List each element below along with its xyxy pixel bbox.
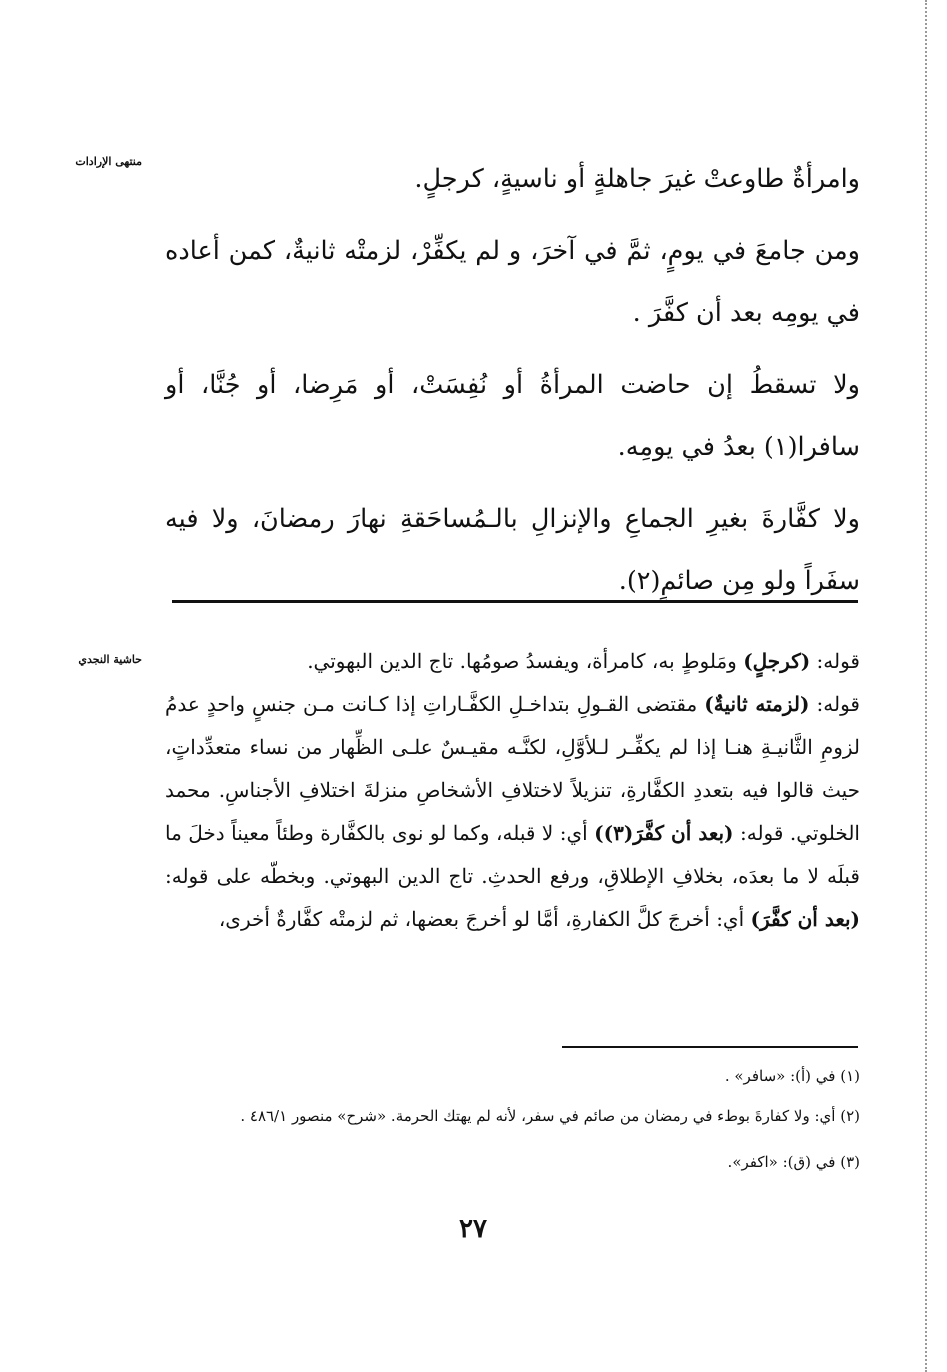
commentary-1-body: ومَلوطٍ به، كامرأة، ويفسدُ صومُها. تاج الدين البهوتي. [307,649,744,673]
page-number: ٢٧ [459,1214,487,1244]
main-paragraph-3: ولا تسقطُ إن حاضت المرأةُ أو نُفِسَتْ، أو مَرِضا، أو جُنَّا، أو سافرا(١) بعدُ في يومِه. [165,370,860,462]
commentary-2-body-3: أي: أخرجَ كلَّ الكفارةِ، أمَّا لو أخرجَ بعضها، ثم لزمتْه كفَّارةٌ أخرى، [218,907,751,931]
commentary-paragraph-2 [165,683,860,941]
commentary-2-lead: قوله: [809,692,860,716]
main-paragraph-1: وامرأةٌ طاوعتْ غيرَ جاهلةٍ أو ناسيةٍ، كرجلٍ. [414,164,860,194]
main-paragraph-4: ولا كفَّارةَ بغيرِ الجماعِ والإنزالِ بالـمُساحَقةِ نهارَ رمضانَ، ولا فيه سفَراً ولو مِن صائمٍ(٢). [165,504,860,596]
section-divider [172,600,858,603]
footnote-divider [562,1046,858,1048]
commentary-2-body: مقتضى القـولِ بتداخـلِ الكفَّـاراتِ إذا كـانت مـن جنسٍ واحدٍ عدمُ لزومِ الثَّانيـةِ هنـا إذا لم يكفِّـر لـلأوَّلِ، لكنَّـه مقيـسٌ علـى الظِّهار من نساء متعدِّداتٍ، حيث قالوا فيه بتعددِ الكفَّارةِ، تنزيلاً لاختلافِ الأشخاصِ منزلةَ اختلافِ الأجناسِ. محمد الخلوتي. قوله: [165,692,860,845]
binding-edge [925,0,927,1372]
commentary-paragraph-1 [165,640,860,683]
margin-label-main: منتهى الإرادات [75,155,142,168]
commentary-1-lemma: (كرجلٍ) [743,649,811,673]
footnote-2: (٢) أي: ولا كفارةَ بوطء في رمضان من صائم في سفر، لأنه لم يهتك الحرمة. «شرح» منصور ٤٨٦/١ . [240,1107,860,1125]
commentary-text [165,640,860,941]
commentary-2-lemma-2: (بعد أن كفَّرَ(٣)) [594,821,734,845]
footnote-1: (١) في (أ): «سافر» . [724,1067,860,1085]
main-paragraph-2: ومن جامعَ في يومٍ، ثمَّ في آخرَ، و لم يكفِّرْ، لزمتْه ثانيةٌ، كمن أعاده في يومِه بعد أن كفَّرَ . [165,236,860,328]
commentary-2-lemma: (لزمته ثانيةٌ) [704,692,810,716]
footnote-3: (٣) في (ق): «اكفر». [727,1153,860,1171]
main-text [165,148,860,622]
margin-label-commentary: حاشية النجدي [78,653,142,666]
commentary-2-lemma-3: (بعد أن كفَّرَ) [750,907,860,931]
commentary-1-lead: قوله: [810,649,860,673]
commentary-2-body-2: أي: لا قبله، وكما لو نوى بالكفَّارة وطئاً معيناً دخلَ ما قبلَه لا ما بعدَه، بخلافِ الإطلاقِ، ورفع الحدثِ. تاج الدين البهوتي. وبخطّه على قوله: [165,821,860,888]
